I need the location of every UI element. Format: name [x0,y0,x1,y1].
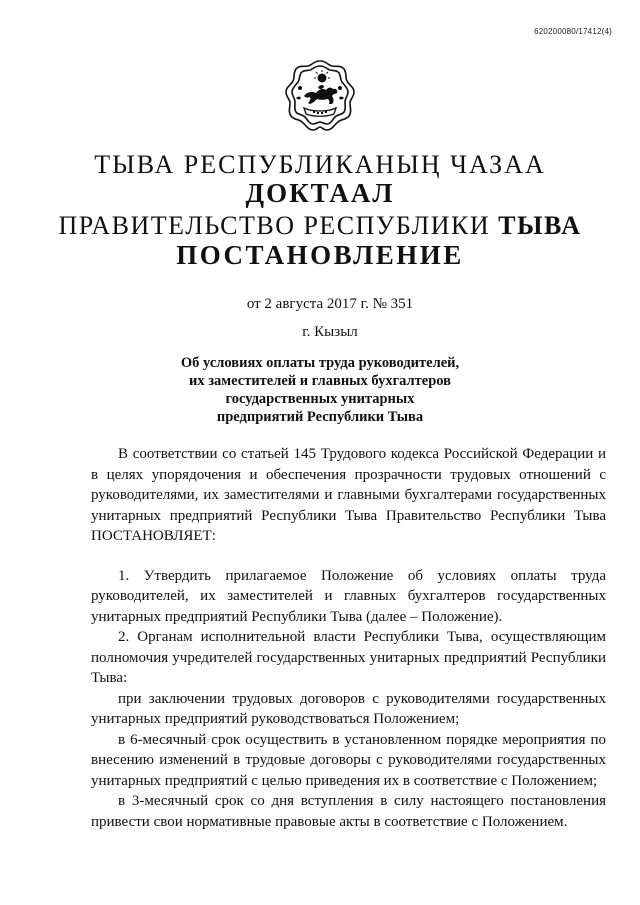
item-2-sub-paragraph: при заключении трудовых договоров с руководителями государственных унитарных предприятий руководствоваться Положением; [91,690,606,727]
title-line: Об условиях оплаты труда руководителей, [180,355,460,371]
title-line: предприятий Республики Тыва [216,409,424,425]
header-tyva-government: ТЫВА РЕСПУБЛИКАНЫҢ ЧАЗАА [94,150,546,179]
document-title [0,354,640,426]
document-code: 620200080/17412(4) [534,27,612,36]
title-line: их заместителей и главных бухгалтеров [188,373,452,389]
item-2-sub-paragraph: в 6-месячный срок осуществить в установленном порядке мероприятия по внесению изменений в трудовые договоры с руководителями государственных унитарных предприятий с целью приведения их в соответствие с Положением; [91,731,606,789]
header-doktaal: ДОКТААЛ [245,178,395,208]
preamble-paragraph: В соответствии со статьей 145 Трудового кодекса Российской Федерации и в целях упорядочения и обеспечения прозрачности трудовых отношений с руководителями, их заместителями и главными бухгалтерами государственных унитарных предприятий Республики Тыва Правительство Республики Тыва ПОСТАНОВЛЯЕТ: [91,446,606,544]
document-city: г. Кызыл [302,324,358,340]
header-government-text: ПРАВИТЕЛЬСТВО РЕСПУБЛИКИ [58,211,491,240]
header-postanovlenie: ПОСТАНОВЛЕНИЕ [176,240,464,270]
document-date: от 2 августа 2017 г. № 351 [246,296,414,312]
title-line: государственных унитарных [225,391,415,407]
item-1-paragraph: 1. Утвердить прилагаемое Положение об условиях оплаты труда руководителей, их заместителей и главных бухгалтеров государственных унитарных предприятий Республики Тыва (далее – Положение). [91,567,606,625]
item-2-paragraph: 2. Органам исполнительной власти Республики Тыва, осуществляющим полномочия учредителей государственных унитарных предприятий Республики Тыва: [91,629,606,686]
item-2-sub-paragraph: в 3-месячный срок со дня вступления в силу настоящего постановления привести свои нормативные правовые акты в соответствие с Положением. [91,793,606,830]
header-government-rt [0,211,640,241]
tyva-emblem-icon [282,58,358,134]
document-body [91,444,606,832]
header-government-tyva: ТЫВА [498,211,582,240]
